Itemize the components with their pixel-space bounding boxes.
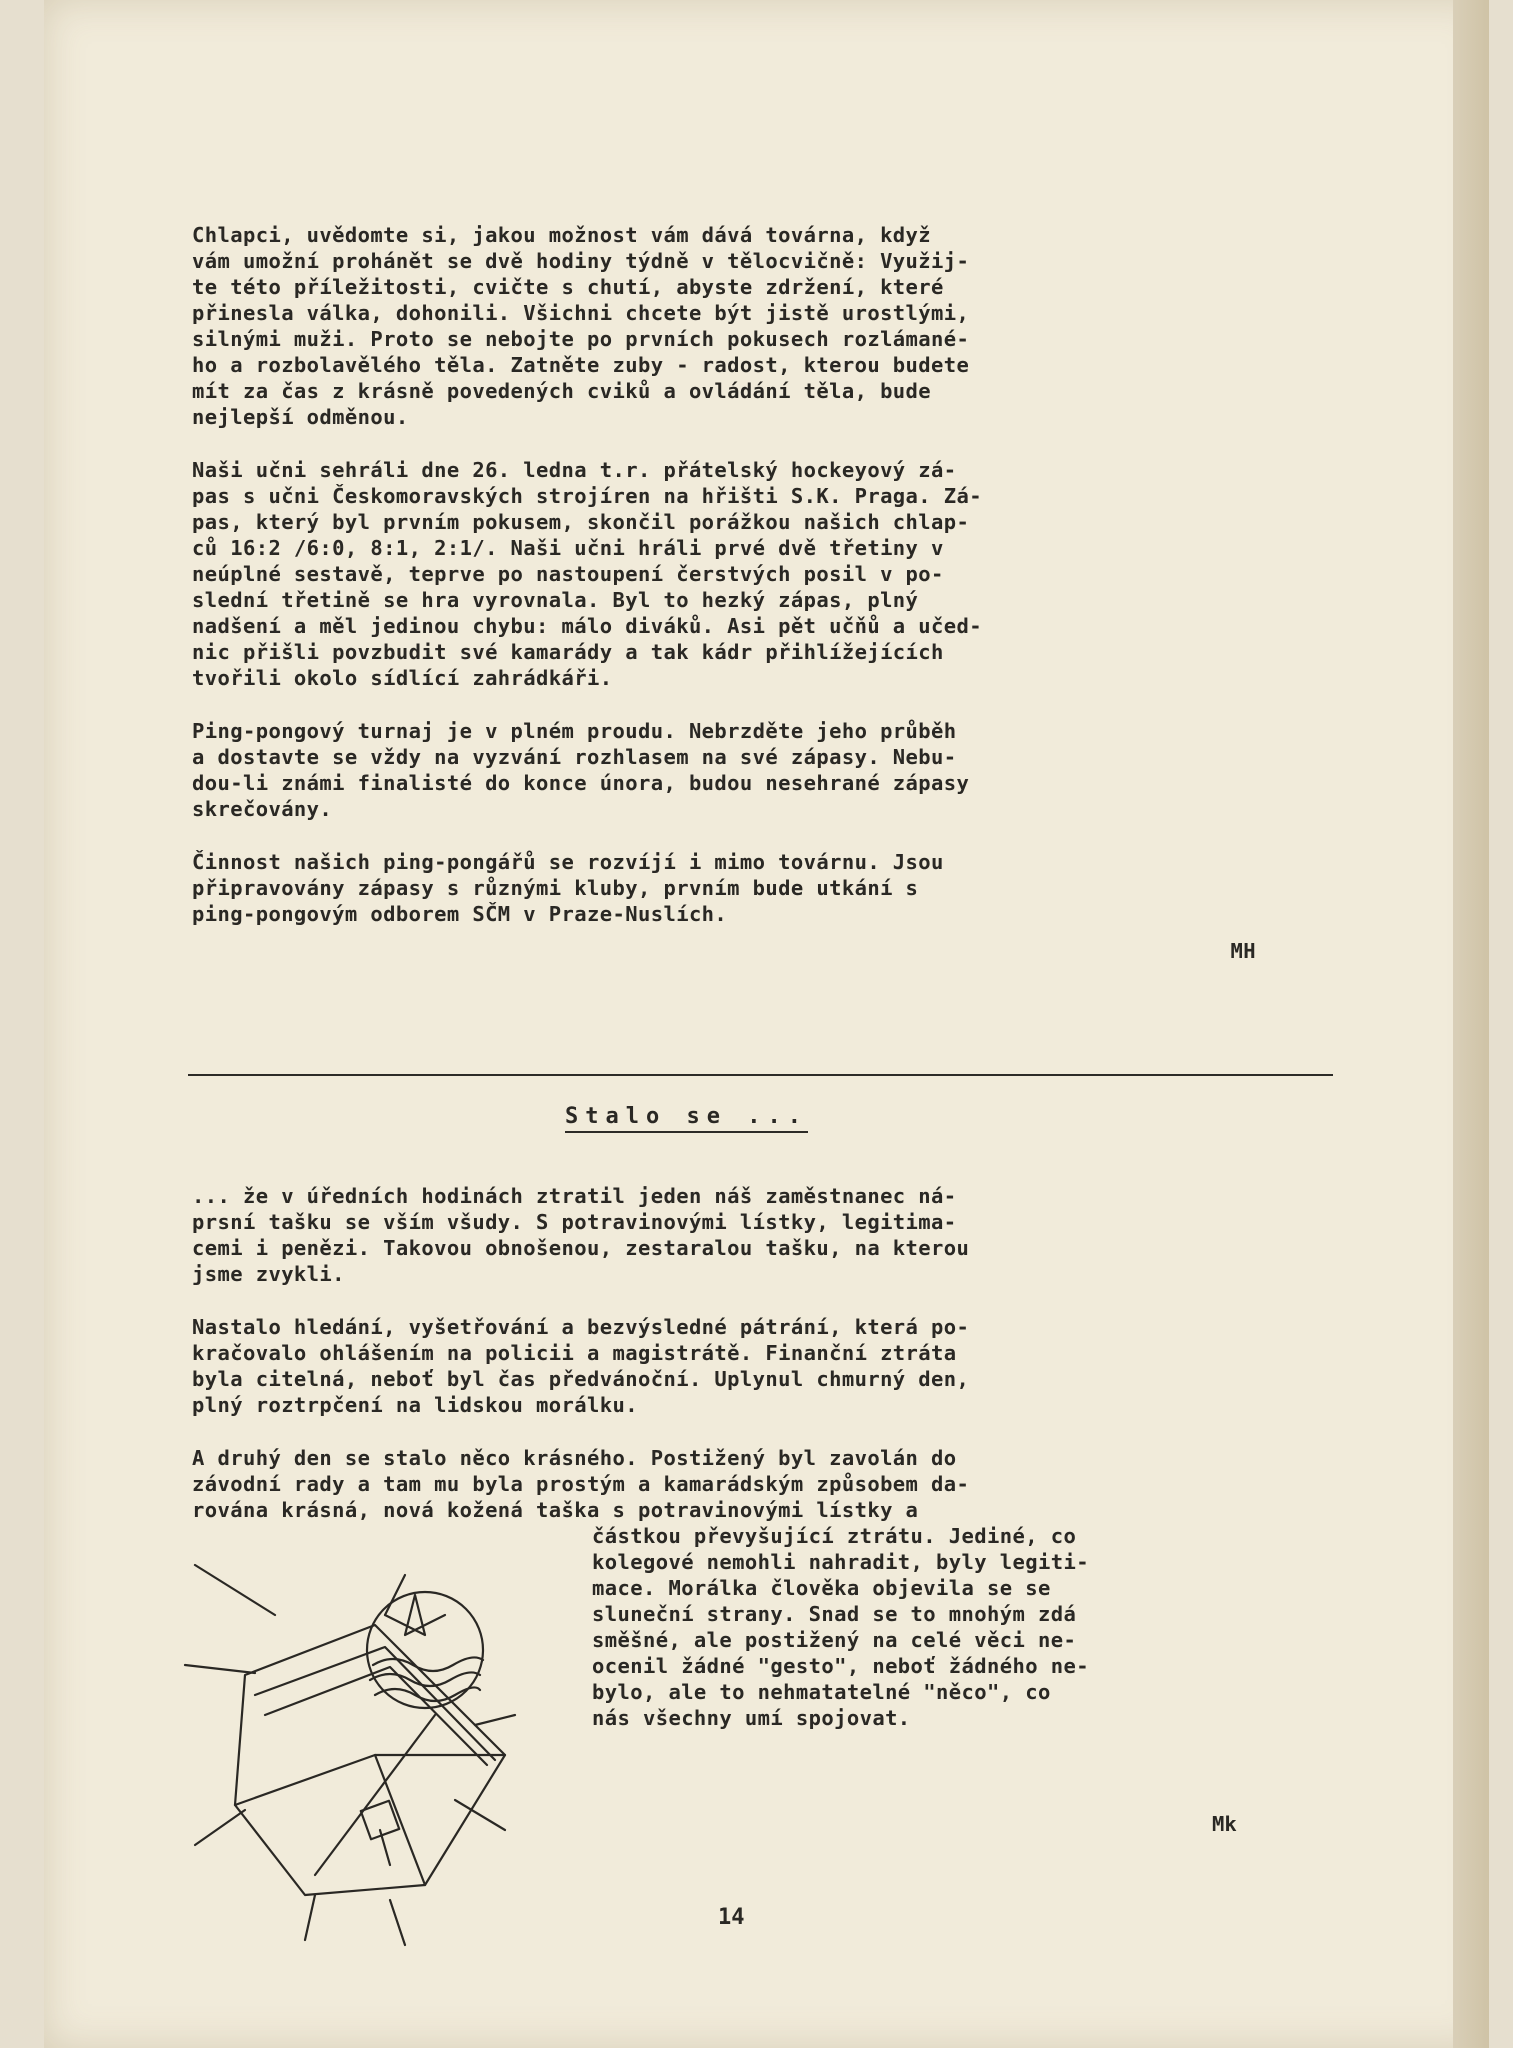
- paragraph: Ping-pongový turnaj je v plném proudu. Nebrzděte jeho průběh a dostavte se vždy na vyzvání rozhlasem na své zápasy. Nebu- dou-li známi finalisté do konce února, budou nesehrané zápasy skrečovány.: [192, 719, 970, 821]
- article-sports: [192, 222, 1330, 964]
- signature-mk: Mk: [1212, 1812, 1237, 1836]
- paragraph: Naši učni sehráli dne 26. ledna t.r. přátelský hockeyový zá- pas s učni Českomoravských strojíren na hřišti S.K. Praga. Zá- pas, který byl prvním pokusem, skončil porážkou našich chlap- ců 16:2 /6:0, 8:1, 2:1/. Naši učni hráli prvé dvě třetiny v neúplné sestavě, teprve po nastoupení čerstvých posil v po- slední třetině se hra vyrovnala. Byl to hezký zápas, plný nadšení a měl jedinou chybu: málo diváků. Asi pět učňů a učed- nic přišli povzbudit své kamarády a tak kádr přihlížejících tvořili okolo sídlící zahrádkáři.: [192, 458, 983, 690]
- section-heading: Stalo se ...: [565, 1104, 808, 1133]
- page-number: 14: [718, 1905, 745, 1930]
- paragraph: ... že v úředních hodinách ztratil jeden náš zaměstnanec ná- prsní tašku se vším všudy. S potravinovými lístky, legitima- cemi i penězi. Takovou obnošenou, zestaralou tašku, na kterou jsme zvykli.: [192, 1184, 970, 1286]
- paragraph: A druhý den se stalo něco krásného. Postižený byl zavolán do závodní rady a tam mu byla prostým a kamarádským způsobem da- rována krásná, nová kožená taška s potravinovými lístky a: [192, 1446, 970, 1522]
- paragraph: Činnost našich ping-pongářů se rozvíjí i mimo továrnu. Jsou připravovány zápasy s různými kluby, prvním bude utkání s ping-pongovým odborem SČM v Praze-Nuslích.: [192, 850, 944, 926]
- divider-rule: [188, 1074, 1333, 1076]
- signature-mh: MH: [1230, 939, 1256, 963]
- paragraph: Chlapci, uvědomte si, jakou možnost vám dává továrna, když vám umožní prohánět se dvě hodiny týdně v tělocvičně: Využij- te této příležitosti, cvičte s chutí, abyste zdržení, které přinesla válka, dohonili. Všichni chcete být jistě urostlými, silnými muži. Proto se nebojte po prvních pokusech rozlámané- ho a rozbolavělého těla. Zatněte zuby - radost, kterou budete mít za čas z krásně povedených cviků a ovládání těla, bude nejlepší odměnou.: [192, 223, 970, 429]
- paragraph: Nastalo hledání, vyšetřování a bezvýsledné pátrání, která po- kračovalo ohlášením na policii a magistrátě. Finanční ztráta byla citelná, neboť byl čas předvánoční. Uplynul chmurný den, plný roztrpčení na lidskou morálku.: [192, 1315, 970, 1417]
- paragraph-indented: částkou převyšující ztrátu. Jediné, co kolegové nemohli nahradit, byly legiti- mace. Morálka člověka objevila se se sluneční strany. Snad se to mnohým zdá směšné, ale postižený na celé věci ne- ocenil žádné "gesto", neboť žádného ne- bylo, ale to nehmatatelné "něco", co nás všechny umí spojovat.: [592, 1524, 1089, 1730]
- page-edge: [1453, 0, 1489, 2048]
- wallet-illustration: [175, 1555, 575, 1955]
